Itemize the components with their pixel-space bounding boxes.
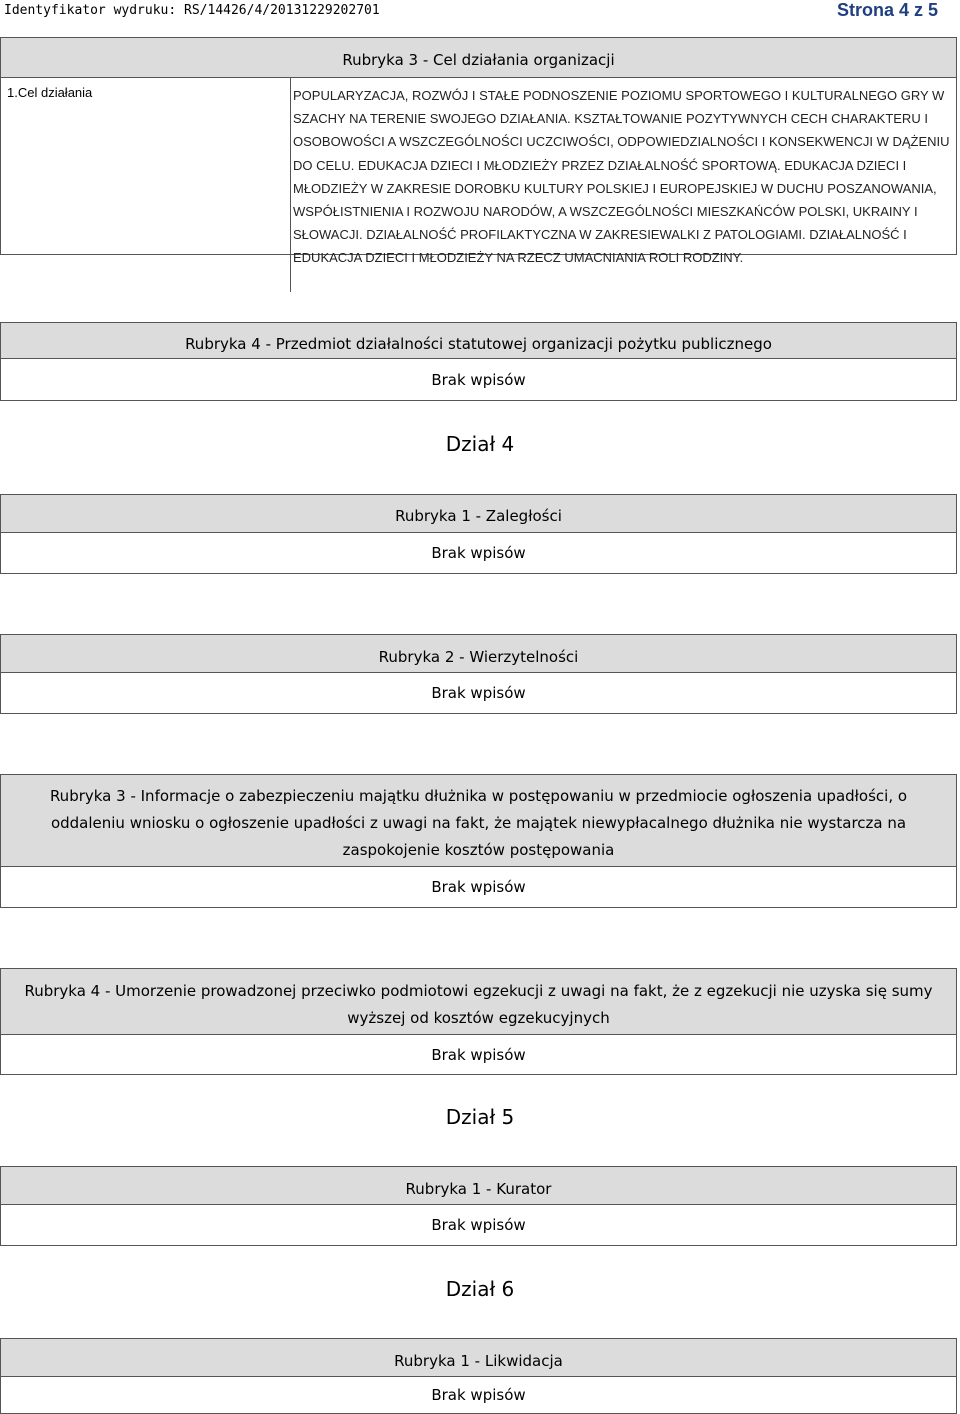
rubryka-przedmiot-dzialalnosci — [0, 322, 957, 401]
rubryka-zaleglosci — [0, 494, 957, 574]
rubryka-title-text: Rubryka 1 - Likwidacja — [394, 1352, 563, 1370]
rubryka-title-text: Rubryka 1 - Zaległości — [395, 507, 562, 525]
print-identifier: Identyfikator wydruku: RS/14426/4/20131229202701 — [4, 3, 380, 18]
empty-entries: Brak wpisów — [431, 684, 526, 702]
rubryka-umorzenie-egzekucji — [0, 968, 957, 1075]
page-number: Strona 4 z 5 — [836, 0, 938, 20]
rubryka-title-text: Rubryka 1 - Kurator — [405, 1180, 552, 1198]
rubryka-title — [1, 495, 956, 533]
empty-entries: Brak wpisów — [431, 1216, 526, 1234]
rubryka-title-text: Rubryka 4 - Umorzenie prowadzonej przeciwko podmiotowi egzekucji z uwagi na fakt, że z egzekucji nie uzyska się sumy wyższej od kosztów egzekucyjnych — [24, 981, 933, 1027]
empty-entries: Brak wpisów — [431, 1386, 526, 1404]
rubryka-title — [1, 635, 956, 673]
rubryka-title-text: Rubryka 3 - Informacje o zabezpieczeniu majątku dłużnika w postępowaniu w przedmiocie ogłoszenia upadłości, o oddaleniu wniosku o ogłoszenie upadłości z uwagi na fakt, że majątek niewypłacalnego dłużnika nie wystarcza na zaspokojenie kosztów postępowania — [49, 787, 908, 859]
rubryka-title — [1, 38, 956, 78]
section-title: Dział 4 — [445, 432, 515, 456]
rubryka-title — [1, 323, 956, 359]
rubryka-title-text: Rubryka 2 - Wierzytelności — [378, 648, 579, 666]
rubryka-zabezpieczenie-majatku — [0, 774, 957, 908]
rubryka-likwidacja — [0, 1338, 957, 1414]
field-label: 1.Cel działania — [1, 78, 291, 292]
field-value: POPULARYZACJA, ROZWÓJ I STAŁE PODNOSZENIE POZIOMU SPORTOWEGO I KULTURALNEGO GRY W SZACHY NA TERENIE SWOJEGO DZIAŁANIA. KSZTAŁTOWANIE POZYTYWNYCH CECH CHARAKTERU I OSOBOWOŚCI A WSZCZEGÓLNOŚCI UCZCIWOŚCI, ODPOWIEDZIALNOŚCI I KONSEKWENCJI W DĄŻENIU DO CELU. EDUKACJA DZIECI I MŁODZIEŻY PRZEZ DZIAŁALNOŚĆ SPORTOWĄ. EDUKACJA DZIECI I MŁODZIEŻY W ZAKRESIE DOROBKU KULTURY POLSKIEJ I EUROPEJSKIEJ W DUCHU POSZANOWANIA, WSPÓŁISTNIENIA I ROZWOJU NARODÓW, A WSZCZEGÓLNOŚCI MIESZKAŃCÓW POLSKI, UKRAINY I SŁOWACJI. DZIAŁALNOŚĆ PROFILAKTYCZNA W ZAKRESIEWALKI Z PATOLOGIAMI. DZIAŁALNOŚĆ I EDUKACJA DZIECI I MŁODZIEŻY NA RZECZ UMACNIANIA ROLI RODZINY. — [293, 88, 950, 266]
rubryka-wierzytelnosci — [0, 634, 957, 714]
empty-entries: Brak wpisów — [431, 1045, 526, 1064]
rubryka-cel-dzialania — [0, 37, 957, 266]
rubryka-title — [1, 1167, 956, 1205]
rubryka-title-text: Rubryka 3 - Cel działania organizacji — [342, 51, 615, 69]
section-title: Dział 6 — [445, 1277, 515, 1301]
rubryka-kurator — [0, 1166, 957, 1246]
rubryka-title-text: Rubryka 4 - Przedmiot działalności statutowej organizacji pożytku publicznego — [185, 335, 772, 353]
rubryka-title — [1, 1339, 956, 1377]
empty-entries: Brak wpisów — [431, 370, 526, 389]
empty-entries: Brak wpisów — [431, 878, 526, 896]
empty-entries: Brak wpisów — [431, 544, 526, 562]
rubryka-title — [1, 969, 956, 1035]
section-title: Dział 5 — [445, 1105, 515, 1129]
rubryka-title — [1, 775, 956, 867]
